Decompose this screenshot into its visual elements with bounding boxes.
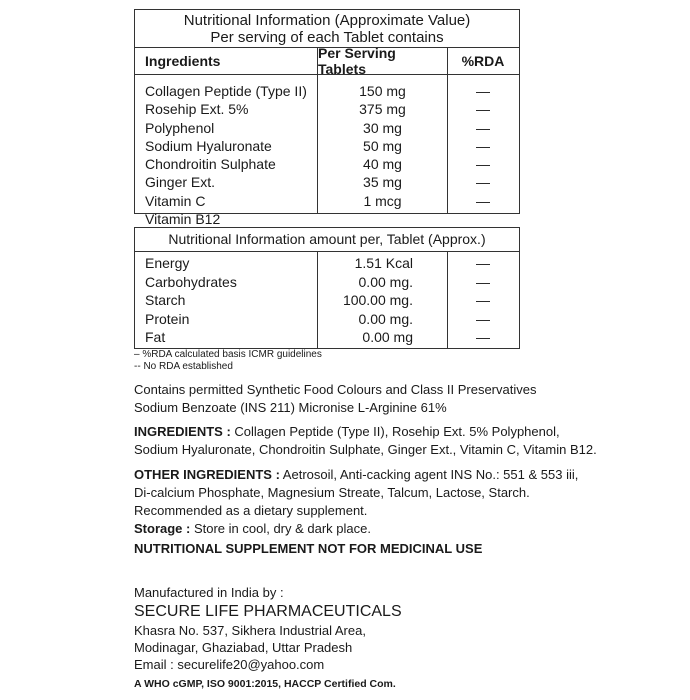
footnotes — [134, 349, 322, 373]
serving-value-column — [318, 75, 448, 214]
rda-value: — — [476, 192, 490, 209]
nutrient-name-column — [135, 252, 318, 348]
rda-value: — — [476, 137, 490, 154]
table-title-line1: Nutritional Information (Approximate Value) — [183, 12, 471, 29]
rda-value: — — [476, 310, 490, 327]
serving-value: 30 mg — [363, 119, 402, 136]
ingredient-name: Chondroitin Sulphate — [145, 156, 276, 173]
table-title-line2: Per serving of each Tablet contains — [210, 29, 444, 46]
address-line: Khasra No. 537, Sikhera Industrial Area, — [134, 623, 366, 638]
ingredient-name: Vitamin C — [145, 192, 206, 209]
contains-statement — [134, 381, 604, 417]
dietary-recommendation: Recommended as a dietary supplement. — [134, 503, 368, 518]
nutrient-name: Fat — [145, 329, 166, 345]
storage-label: Storage : — [134, 521, 191, 536]
header-per-serving: Per Serving Tablets — [318, 48, 448, 74]
storage-line — [134, 520, 604, 538]
ingredient-name: Rosehip Ext. 5% Polyphenol — [145, 101, 249, 136]
nutrient-value: 0.00 mg. — [358, 273, 413, 290]
ingredient-name-column — [135, 75, 318, 228]
ingredients-section — [134, 423, 604, 459]
rda-value: — — [476, 101, 490, 118]
table-body — [135, 75, 519, 228]
ingredients-label: INGREDIENTS : — [134, 424, 231, 439]
header-rda: %RDA — [461, 53, 505, 69]
other-ingredients-line: Di-calcium Phosphate, Magnesium Streate, Talcum, Lactose, Starch. — [134, 485, 530, 500]
other-ingredients-label: OTHER INGREDIENTS : — [134, 467, 280, 482]
nutrition-per-tablet-table — [134, 227, 520, 349]
ingredient-name: Ginger Ext. — [145, 174, 216, 191]
contains-line: Contains permitted Synthetic Food Colours and Class II Preservatives — [134, 382, 537, 397]
rda-value: — — [476, 119, 490, 136]
nutrient-value-column — [318, 252, 448, 348]
ingredient-name: Collagen Peptide (Type II) — [145, 83, 307, 99]
other-ingredients-line — [134, 466, 604, 484]
rda-value: — — [476, 273, 490, 290]
rda-value: — — [476, 156, 490, 173]
other-ingredients-section — [134, 466, 604, 538]
serving-value: 50 mg — [363, 137, 402, 154]
header-ingredients: Ingredients — [135, 48, 318, 74]
rda-value: — — [476, 329, 490, 345]
table-header — [135, 45, 519, 77]
serving-value: 150 mg — [359, 83, 406, 99]
nutrient-name: Energy — [145, 255, 190, 271]
supplement-warning: NUTRITIONAL SUPPLEMENT NOT FOR MEDICINAL USE — [134, 541, 483, 556]
nutrient-name: Protein — [145, 310, 190, 327]
storage-text: Store in cool, dry & dark place. — [190, 521, 371, 536]
nutrient-name: Carbohydrates — [145, 273, 237, 290]
company-name: SECURE LIFE PHARMACEUTICALS — [134, 603, 402, 620]
rda-value: — — [476, 255, 490, 271]
nutrient-rda-column — [448, 252, 518, 348]
nutrient-name: Starch — [145, 292, 186, 308]
ingredient-name: Sodium Hyaluronate — [145, 137, 272, 154]
rda-value: — — [476, 292, 490, 308]
footnote-rda-basis: – %RDA calculated basis ICMR guidelines — [134, 349, 322, 360]
manufacturer-block — [134, 584, 402, 673]
serving-value: 375 mg — [359, 101, 406, 118]
ingredients-text: Collagen Peptide (Type II), Rosehip Ext. 5% Polyphenol, — [230, 424, 560, 439]
rda-value: — — [476, 174, 490, 191]
serving-value: 35 mg — [363, 174, 402, 191]
manufacturer-intro: Manufactured in India by : — [134, 585, 284, 600]
serving-value: 1 mcg — [363, 192, 402, 209]
serving-value: 40 mg — [363, 156, 402, 173]
nutrition-table — [134, 9, 520, 228]
contains-line: Sodium Benzoate (INS 211) Micronise L-Arginine 61% — [134, 400, 447, 415]
rda-value: — — [476, 83, 490, 99]
nutrient-value: 1.51 Kcal — [354, 255, 413, 271]
table2-title: Nutritional Information amount per, Tablet (Approx.) — [135, 228, 519, 252]
nutrient-value: 0.00 mg — [362, 329, 413, 345]
nutrient-value: 100.00 mg. — [342, 292, 413, 308]
certification: A WHO cGMP, ISO 9001:2015, HACCP Certified Com. — [134, 678, 396, 690]
ingredient-name: Vitamin B12 — [145, 211, 221, 228]
footnote-no-rda: -- No RDA established — [134, 361, 233, 372]
email: Email : securelife20@yahoo.com — [134, 657, 325, 672]
other-ingredients-text: Aetrosoil, Anti-cacking agent INS No.: 551 & 553 iii, — [279, 467, 579, 482]
table2-body — [135, 252, 519, 348]
table-title — [135, 10, 519, 48]
nutrient-value: 0.00 mg. — [358, 310, 413, 327]
ingredients-line — [134, 423, 604, 441]
rda-column — [448, 75, 518, 214]
ingredients-line: Sodium Hyaluronate, Chondroitin Sulphate, Ginger Ext., Vitamin C, Vitamin B12. — [134, 442, 597, 457]
address-line: Modinagar, Ghaziabad, Uttar Pradesh — [134, 640, 353, 655]
